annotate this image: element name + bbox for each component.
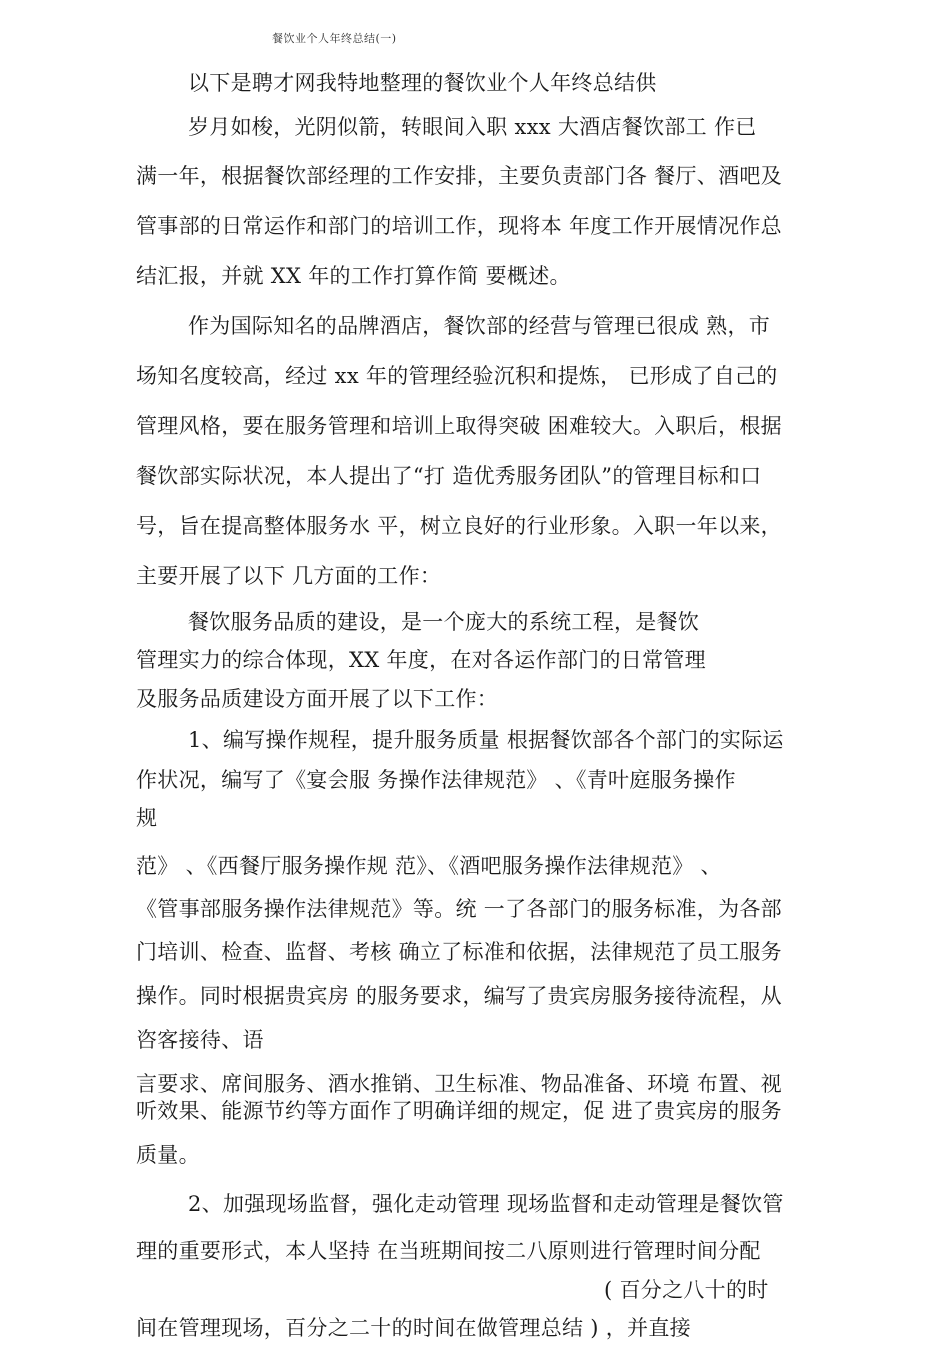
text-line: 间在管理现场，百分之二十的时间在做管理总结 ) ，并直接 <box>136 1316 691 1340</box>
text-line: 餐饮服务品质的建设，是一个庞大的系统工程，是餐饮 <box>188 610 700 634</box>
text-line: 规 <box>136 806 158 830</box>
text-line: 1、编写操作规程，提升服务质量 根据餐饮部各个部门的实际运 <box>188 728 784 752</box>
text-line: 门培训、检查、监督、考核 确立了标准和依据，法律规范了员工服务 <box>136 940 782 964</box>
text-line: 满一年，根据餐饮部经理的工作安排，主要负责部门各 餐厅、酒吧及 <box>136 164 782 188</box>
text-line: 餐饮部实际状况，本人提出了“打 造优秀服务团队”的管理目标和口 <box>136 464 762 488</box>
text-line: 质量。 <box>136 1143 200 1167</box>
text-line: 管理实力的综合体现，XX 年度，在对各运作部门的日常管理 <box>136 648 706 672</box>
text-line: 范》 、《西餐厅服务操作规 范》、《酒吧服务操作法律规范》 、 <box>136 854 722 878</box>
text-line: 场知名度较高，经过 xx 年的管理经验沉积和提炼， 已形成了自己的 <box>136 364 778 388</box>
text-line: 咨客接待、语 <box>136 1028 264 1052</box>
text-line: 及服务品质建设方面开展了以下工作： <box>136 687 499 711</box>
text-line: 以下是聘才网我特地整理的餐饮业个人年终总结供 <box>188 71 657 95</box>
text-line: 主要开展了以下 几方面的工作： <box>136 564 442 588</box>
text-line: 《管事部服务操作法律规范》等。统 一了各部门的服务标准，为各部 <box>136 897 782 921</box>
page-header: 餐饮业个人年终总结(一) <box>272 32 397 45</box>
text-line: 管事部的日常运作和部门的培训工作，现将本 年度工作开展情况作总 <box>136 214 782 238</box>
text-line: 作状况，编写了《宴会服 务操作法律规范》 、《青叶庭服务操作 <box>136 768 736 792</box>
text-line: 理的重要形式，本人坚持 在当班期间按二八原则进行管理时间分配 <box>136 1239 761 1263</box>
text-line: 结汇报，并就 XX 年的工作打算作简 要概述。 <box>136 264 571 288</box>
text-line: 管理风格，要在服务管理和培训上取得突破 困难较大。入职后，根据 <box>136 414 782 438</box>
text-line: 言要求、席间服务、酒水推销、卫生标准、物品准备、环境 布置、视 <box>136 1072 782 1096</box>
text-line: ( 百分之八十的时 <box>604 1278 769 1302</box>
text-line: 2、加强现场监督，强化走动管理 现场监督和走动管理是餐饮管 <box>188 1192 784 1216</box>
text-line: 作为国际知名的品牌酒店，餐饮部的经营与管理已很成 熟，市 <box>188 314 771 338</box>
text-line: 号，旨在提高整体服务水 平，树立良好的行业形象。入职一年以来， <box>136 514 782 538</box>
text-line: 操作。同时根据贵宾房 的服务要求，编写了贵宾房服务接待流程，从 <box>136 984 782 1008</box>
text-line: 岁月如梭，光阴似箭，转眼间入职 xxx 大酒店餐饮部工 作已 <box>188 115 757 139</box>
text-line: 听效果、能源节约等方面作了明确详细的规定，促 进了贵宾房的服务 <box>136 1099 782 1123</box>
